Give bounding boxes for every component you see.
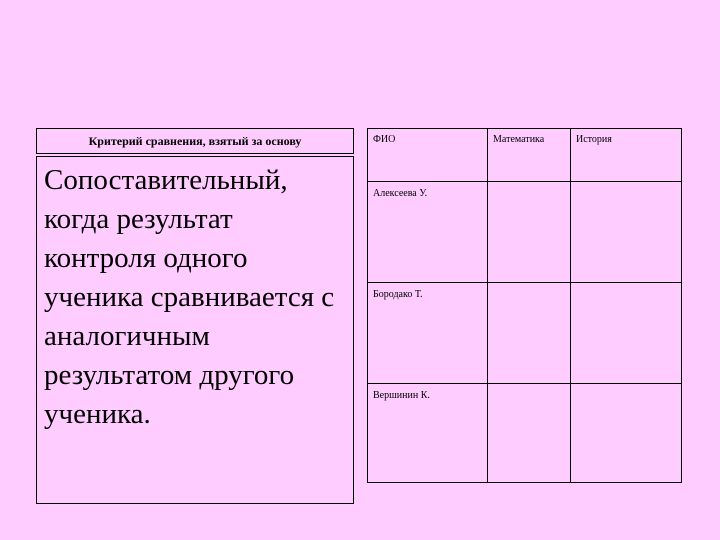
history-grade: [571, 384, 681, 390]
history-grade-cell: [571, 283, 682, 384]
table-row: [368, 182, 682, 283]
history-grade: [571, 283, 681, 289]
math-grade-cell: [488, 283, 571, 384]
criterion-header-text: Критерий сравнения, взятый за основу: [88, 133, 302, 148]
table-row: [368, 283, 682, 384]
criterion-title: Сопоставительный: [44, 164, 281, 196]
column-header-name: [368, 129, 488, 182]
history-grade-cell: [571, 182, 682, 283]
student-name-cell: [368, 283, 488, 384]
history-grade: [571, 182, 681, 188]
criterion-description: , когда результат контроля одного ученика сравнивается с аналогичным результатом другого ученика.: [44, 164, 335, 430]
table-row: [368, 384, 682, 483]
criterion-header-cell: [36, 128, 354, 154]
column-header-history-text: История: [576, 134, 612, 145]
student-name: Вершинин К.: [373, 390, 430, 401]
history-grade-cell: [571, 384, 682, 483]
math-grade-cell: [488, 182, 571, 283]
column-header-math: [488, 129, 571, 182]
column-header-name-text: ФИО: [373, 134, 396, 145]
student-name: Бородако Т.: [373, 289, 423, 300]
student-name-cell: [368, 384, 488, 483]
student-name: Алексеева У.: [373, 188, 428, 199]
math-grade: [488, 283, 570, 289]
comparison-table: [367, 128, 682, 483]
criterion-description-cell: [36, 156, 354, 504]
student-name-cell: [368, 182, 488, 283]
math-grade: [488, 182, 570, 188]
column-header-math-text: Математика: [493, 134, 545, 145]
column-header-history: [571, 129, 682, 182]
math-grade-cell: [488, 384, 571, 483]
math-grade: [488, 384, 570, 390]
table-header-row: [368, 129, 682, 182]
